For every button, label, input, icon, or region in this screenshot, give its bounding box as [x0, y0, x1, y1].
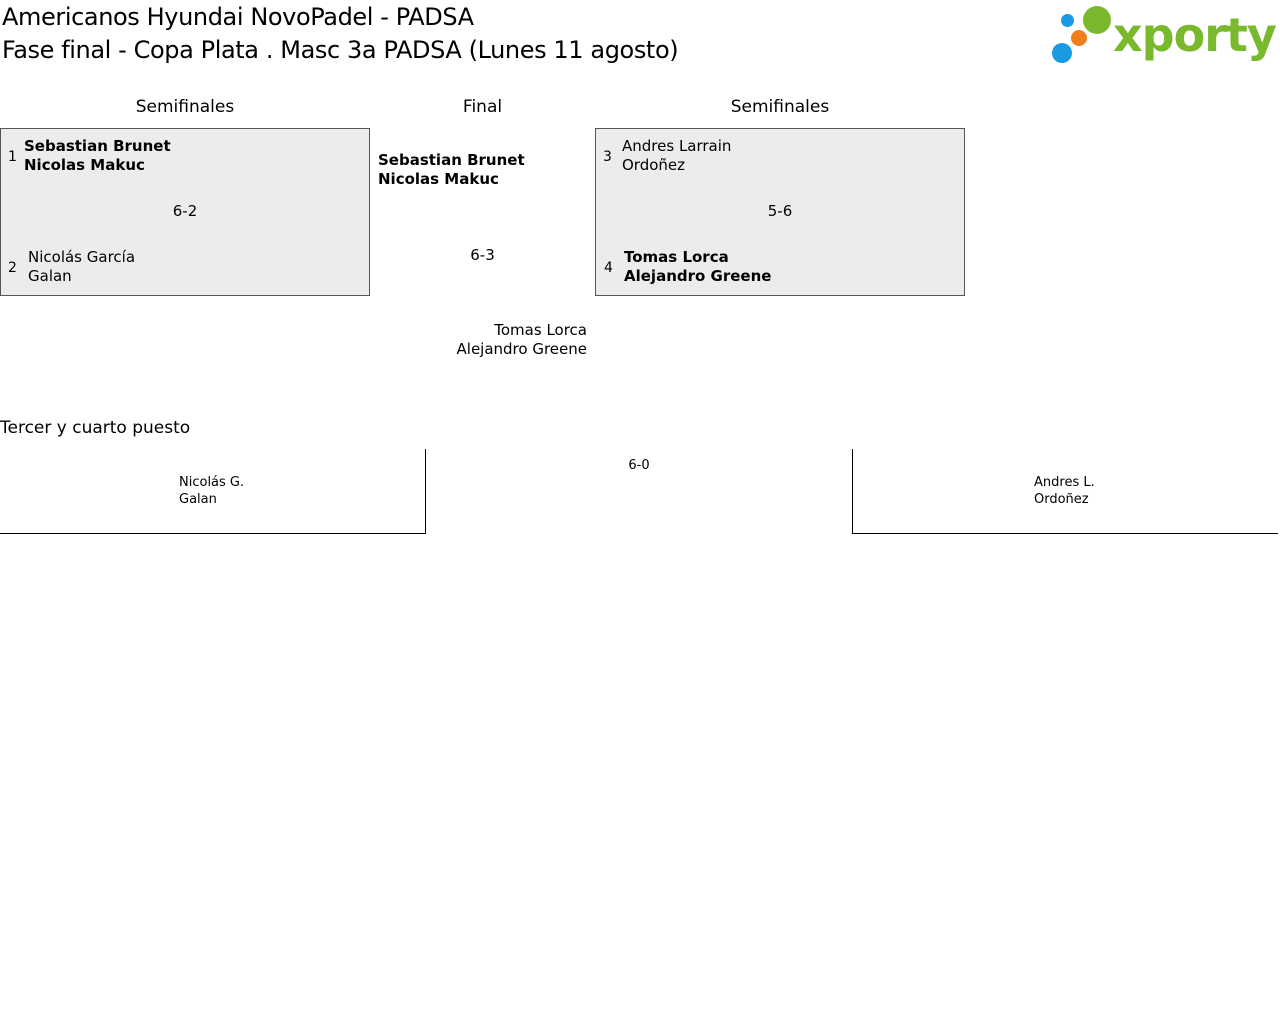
page-title: Americanos Hyundai NovoPadel - PADSA: [2, 3, 474, 31]
player-name: Nicolas Makuc: [378, 170, 499, 188]
seed-number: 3: [603, 149, 612, 165]
player-name: Ordoñez: [622, 156, 686, 174]
player-name: Galan: [28, 267, 72, 285]
player-name: Alejandro Greene: [624, 267, 772, 285]
team-names: [179, 474, 244, 508]
team-top: [24, 137, 171, 175]
xporty-logo: [1050, 3, 1278, 67]
player-name: Tomas Lorca: [494, 321, 587, 339]
team-bottom: [624, 248, 771, 286]
third-place-team-left[interactable]: [0, 449, 426, 534]
player-name: Sebastian Brunet: [24, 137, 171, 155]
third-place-title: Tercer y cuarto puesto: [0, 418, 191, 438]
third-place-team-right[interactable]: [852, 449, 1278, 534]
player-name: Nicolás García: [28, 248, 136, 266]
page-subtitle: Fase final - Copa Plata . Masc 3a PADSA (Lunes 11 agosto): [2, 36, 679, 64]
third-place-score: 6-0: [628, 458, 650, 473]
match-score: 5-6: [767, 202, 793, 220]
player-name: Sebastian Brunet: [378, 151, 525, 169]
final-score: 6-3: [470, 246, 495, 264]
logo-dot-orange: [1071, 30, 1087, 46]
semifinal-left-match[interactable]: [0, 128, 370, 296]
logo-dot-blue-bottom: [1052, 43, 1072, 63]
heading-final: Final: [462, 97, 503, 117]
match-score: 6-2: [172, 202, 198, 220]
semifinal-right-match[interactable]: [595, 128, 965, 296]
player-name: Galan: [179, 492, 217, 507]
player-name: Alejandro Greene: [456, 340, 587, 358]
final-team-bottom: [380, 321, 587, 359]
heading-semifinales-right: Semifinales: [730, 97, 830, 117]
seed-number: 2: [8, 260, 17, 276]
player-name: Tomas Lorca: [624, 248, 729, 266]
final-team-top: [378, 151, 525, 189]
logo-dot-green: [1083, 6, 1111, 34]
player-name: Nicolas Makuc: [24, 156, 145, 174]
player-name: Nicolás G.: [179, 475, 245, 490]
player-name: Andres L.: [1034, 475, 1095, 490]
heading-semifinales-left: Semifinales: [135, 97, 235, 117]
seed-number: 4: [604, 260, 613, 276]
team-bottom: [28, 248, 135, 286]
logo-wordmark: xporty: [1113, 8, 1276, 62]
team-top: [622, 137, 731, 175]
logo-dot-blue-top: [1061, 14, 1074, 27]
player-name: Ordoñez: [1034, 492, 1089, 507]
seed-number: 1: [8, 149, 17, 165]
player-name: Andres Larrain: [622, 137, 732, 155]
team-names: [1034, 474, 1095, 508]
